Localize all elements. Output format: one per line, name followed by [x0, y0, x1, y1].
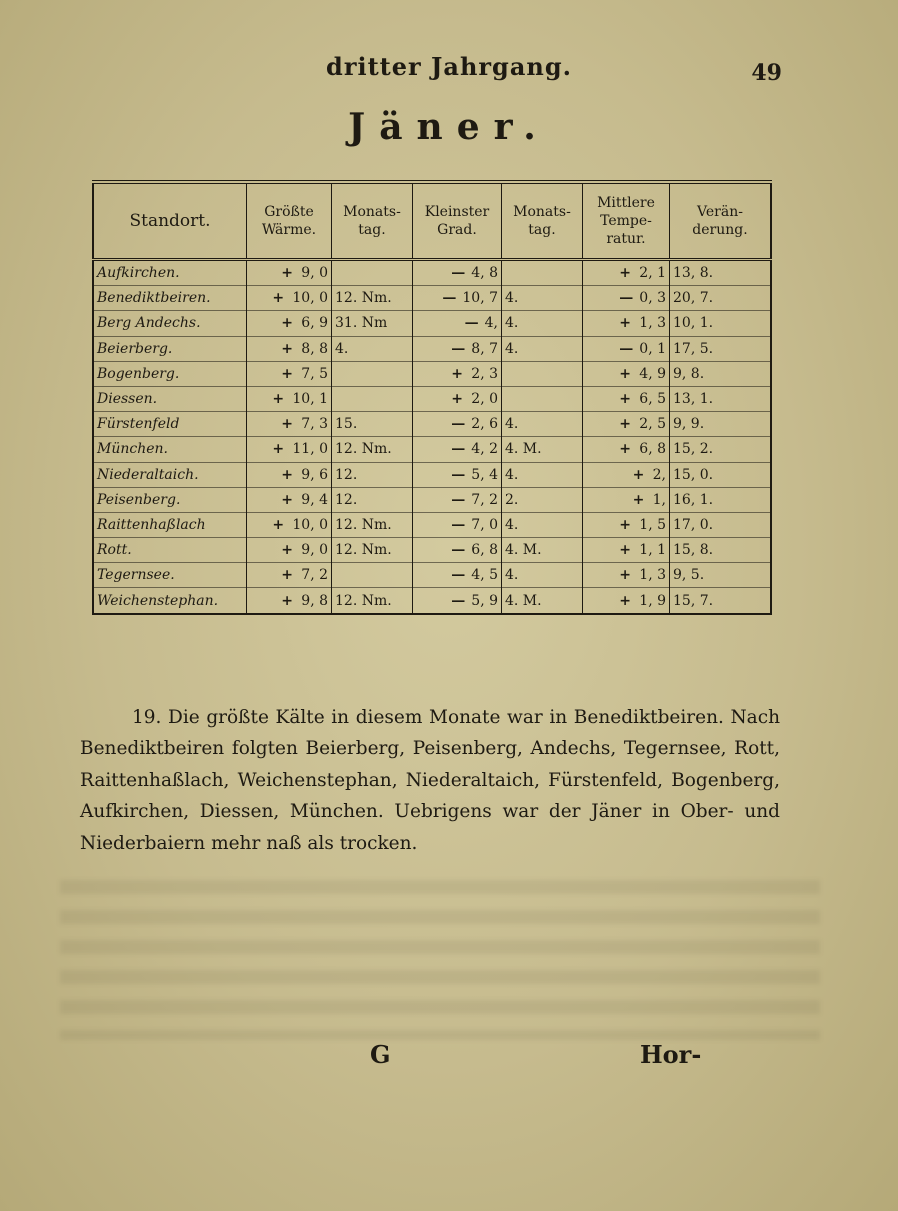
cell-min-day	[502, 286, 583, 311]
cell-min-day	[502, 412, 583, 437]
sign-mark: +	[281, 592, 294, 609]
cell-max-warmth-value: 9, 0	[301, 542, 328, 559]
sign-mark: —	[451, 592, 466, 609]
header-min-degree: Kleinster Grad.	[413, 182, 502, 260]
sign-mark: +	[281, 567, 294, 584]
cell-change	[670, 361, 772, 386]
cell-location	[93, 563, 247, 588]
cell-max-warmth-value: 7, 2	[301, 567, 328, 584]
cell-change-value: 10, 1.	[673, 315, 714, 332]
cell-max-day	[332, 336, 413, 361]
sign-mark: +	[619, 567, 632, 584]
cell-mean-temperature	[583, 311, 670, 336]
cell-location-value: Aufkirchen.	[97, 265, 180, 282]
cell-max-warmth-value: 7, 5	[301, 365, 328, 382]
cell-mean-temperature-value: 1, 3	[639, 567, 666, 584]
cell-change	[670, 487, 772, 512]
cell-change-value: 15, 2.	[673, 441, 714, 458]
cell-max-day-value: 12. Nm.	[335, 290, 392, 307]
cell-location-value: München.	[97, 441, 168, 458]
cell-max-day	[332, 386, 413, 411]
cell-change	[670, 462, 772, 487]
cell-max-warmth	[247, 286, 332, 311]
cell-max-day-value: 12. Nm.	[335, 542, 392, 559]
sign-mark: +	[281, 466, 294, 483]
cell-min-degree-value: 5, 9	[471, 592, 498, 609]
cell-max-warmth-value: 9, 0	[301, 265, 328, 282]
table-row	[93, 563, 771, 588]
cell-min-day-value: 4. M.	[505, 441, 542, 458]
cell-max-warmth	[247, 260, 332, 286]
cell-mean-temperature-value: 2, 1	[639, 265, 666, 282]
cell-min-day	[502, 386, 583, 411]
cell-location-value: Rott.	[97, 542, 132, 559]
cell-max-warmth	[247, 512, 332, 537]
cell-min-degree-value: 2, 3	[471, 365, 498, 382]
cell-max-day-value: 15.	[335, 416, 358, 433]
cell-mean-temperature	[583, 437, 670, 462]
cell-change-value: 13, 1.	[673, 391, 714, 408]
sign-mark: +	[272, 290, 285, 307]
cell-mean-temperature	[583, 361, 670, 386]
sign-mark: +	[619, 365, 632, 382]
cell-location-value: Berg Andechs.	[97, 315, 201, 332]
table-row	[93, 386, 771, 411]
cell-change	[670, 412, 772, 437]
cell-min-degree	[413, 538, 502, 563]
cell-min-day	[502, 538, 583, 563]
cell-change-value: 17, 0.	[673, 516, 714, 533]
cell-max-warmth	[247, 386, 332, 411]
cell-location	[93, 512, 247, 537]
cell-min-day-value: 4.	[505, 290, 519, 307]
cell-min-degree-value: 5, 4	[471, 466, 498, 483]
sign-mark: —	[451, 516, 466, 533]
cell-location	[93, 588, 247, 614]
cell-min-day-value: 4.	[505, 340, 519, 357]
cell-max-day	[332, 437, 413, 462]
cell-min-degree	[413, 512, 502, 537]
cell-mean-temperature	[583, 336, 670, 361]
cell-location	[93, 412, 247, 437]
table-row	[93, 336, 771, 361]
cell-location	[93, 260, 247, 286]
cell-min-day	[502, 563, 583, 588]
cell-min-day	[502, 437, 583, 462]
cell-change-value: 16, 1.	[673, 491, 714, 508]
cell-max-warmth-value: 9, 8	[301, 592, 328, 609]
cell-mean-temperature	[583, 386, 670, 411]
sign-mark: +	[451, 365, 464, 382]
sign-mark: +	[619, 542, 632, 559]
sign-mark: +	[281, 542, 294, 559]
cell-mean-temperature-value: 6, 5	[639, 391, 666, 408]
cell-max-day	[332, 311, 413, 336]
cell-min-degree	[413, 260, 502, 286]
cell-max-day-value: 31. Nm	[335, 315, 388, 332]
cell-max-day	[332, 487, 413, 512]
cell-mean-temperature	[583, 412, 670, 437]
cell-change	[670, 512, 772, 537]
cell-location-value: Beierberg.	[97, 340, 173, 357]
cell-location	[93, 361, 247, 386]
cell-location-value: Fürstenfeld	[97, 416, 180, 433]
month-title: Jäner.	[348, 106, 550, 148]
cell-max-day-value: 12.	[335, 466, 358, 483]
cell-change	[670, 311, 772, 336]
cell-min-degree-value: 8, 7	[471, 340, 498, 357]
table-row	[93, 361, 771, 386]
sign-mark: +	[281, 365, 294, 382]
cell-min-degree	[413, 588, 502, 614]
cell-mean-temperature-value: 4, 9	[639, 365, 666, 382]
table-row	[93, 588, 771, 614]
cell-location	[93, 462, 247, 487]
cell-max-warmth-value: 9, 4	[301, 491, 328, 508]
cell-max-day	[332, 462, 413, 487]
cell-min-day	[502, 487, 583, 512]
cell-mean-temperature-value: 2, 5	[639, 416, 666, 433]
cell-change-value: 17, 5.	[673, 340, 714, 357]
sign-mark: +	[619, 592, 632, 609]
cell-min-degree	[413, 462, 502, 487]
cell-min-day	[502, 361, 583, 386]
cell-min-day	[502, 336, 583, 361]
sign-mark: +	[281, 416, 294, 433]
table-row	[93, 286, 771, 311]
cell-max-warmth-value: 9, 6	[301, 466, 328, 483]
cell-max-warmth-value: 10, 1	[292, 391, 328, 408]
sign-mark: +	[281, 265, 294, 282]
cell-change-value: 9, 8.	[673, 365, 705, 382]
sign-mark: —	[442, 290, 457, 307]
cell-max-day	[332, 588, 413, 614]
cell-change	[670, 336, 772, 361]
sign-mark: +	[619, 516, 632, 533]
sign-mark: +	[272, 441, 285, 458]
cell-min-day-value: 4.	[505, 516, 519, 533]
cell-mean-temperature-value: 1,	[652, 491, 666, 508]
sign-mark: +	[281, 491, 294, 508]
header-location: Standort.	[93, 182, 247, 260]
cell-change-value: 9, 5.	[673, 567, 705, 584]
sign-mark: —	[451, 416, 466, 433]
cell-max-warmth-value: 10, 0	[292, 516, 328, 533]
cell-min-degree	[413, 386, 502, 411]
table-row	[93, 437, 771, 462]
cell-mean-temperature	[583, 538, 670, 563]
table-row	[93, 311, 771, 336]
cell-min-degree-value: 7, 0	[471, 516, 498, 533]
cell-change	[670, 538, 772, 563]
cell-max-warmth	[247, 437, 332, 462]
cell-change	[670, 260, 772, 286]
catchword: Hor-	[640, 1040, 702, 1069]
cell-min-day	[502, 588, 583, 614]
sign-mark: —	[451, 542, 466, 559]
cell-location	[93, 311, 247, 336]
cell-location	[93, 487, 247, 512]
cell-change	[670, 437, 772, 462]
header-max-day: Monats- tag.	[332, 182, 413, 260]
cell-max-day	[332, 563, 413, 588]
sign-mark: +	[619, 441, 632, 458]
cell-max-day	[332, 361, 413, 386]
cell-max-day	[332, 260, 413, 286]
cell-mean-temperature	[583, 260, 670, 286]
weather-table	[92, 180, 772, 615]
cell-location	[93, 336, 247, 361]
cell-min-day-value: 2.	[505, 491, 519, 508]
cell-change-value: 15, 0.	[673, 466, 714, 483]
table-row	[93, 462, 771, 487]
cell-max-warmth	[247, 336, 332, 361]
cell-min-degree-value: 4, 5	[471, 567, 498, 584]
cell-location-value: Diessen.	[97, 391, 158, 408]
cell-change-value: 13, 8.	[673, 265, 714, 282]
cell-location-value: Tegernsee.	[97, 567, 175, 584]
cell-min-degree	[413, 336, 502, 361]
cell-change	[670, 563, 772, 588]
cell-max-warmth-value: 8, 8	[301, 340, 328, 357]
page-number: 49	[751, 60, 782, 86]
sign-mark: +	[619, 391, 632, 408]
cell-max-warmth	[247, 462, 332, 487]
table-body	[93, 260, 771, 614]
cell-mean-temperature	[583, 563, 670, 588]
cell-mean-temperature-value: 1, 9	[639, 592, 666, 609]
table-row	[93, 260, 771, 286]
cell-min-degree-value: 10, 7	[462, 290, 498, 307]
cell-min-day-value: 4. M.	[505, 592, 542, 609]
cell-min-degree	[413, 361, 502, 386]
cell-location-value: Peisenberg.	[97, 491, 181, 508]
cell-mean-temperature-value: 2,	[652, 466, 666, 483]
sign-mark: +	[281, 340, 294, 357]
cell-mean-temperature-value: 6, 8	[639, 441, 666, 458]
cell-min-degree-value: 2, 0	[471, 391, 498, 408]
cell-location	[93, 286, 247, 311]
cell-max-warmth	[247, 361, 332, 386]
cell-min-day-value: 4.	[505, 567, 519, 584]
sign-mark: +	[619, 265, 632, 282]
cell-min-day-value: 4.	[505, 466, 519, 483]
table-row	[93, 538, 771, 563]
sign-mark: —	[619, 340, 634, 357]
cell-change-value: 15, 8.	[673, 542, 714, 559]
cell-mean-temperature	[583, 588, 670, 614]
table-row	[93, 512, 771, 537]
running-head: dritter Jahrgang.	[326, 52, 572, 81]
cell-max-day	[332, 512, 413, 537]
show-through-text	[60, 880, 820, 1040]
cell-location-value: Raittenhaßlach	[97, 516, 206, 533]
cell-max-day	[332, 286, 413, 311]
cell-change	[670, 588, 772, 614]
footnote-paragraph: 19. Die größte Kälte in diesem Monate war in Benediktbeiren. Nach Benediktbeiren folgten Beierberg, Peisenberg, Andechs, Tegernsee, Rott, Raittenhaßlach, Weichenstephan, Niederaltaich, Fürstenfeld, Bogenberg, Aufkirchen, Diessen, München. Uebrigens war der Jäner in Ober- und Niederbaiern mehr naß als trocken.	[80, 706, 780, 854]
table-row	[93, 487, 771, 512]
sign-mark: —	[464, 315, 479, 332]
cell-min-day	[502, 311, 583, 336]
cell-location	[93, 538, 247, 563]
cell-change-value: 9, 9.	[673, 416, 705, 433]
cell-max-day	[332, 412, 413, 437]
cell-max-day	[332, 538, 413, 563]
cell-mean-temperature-value: 1, 1	[639, 542, 666, 559]
cell-max-warmth	[247, 412, 332, 437]
cell-min-degree	[413, 286, 502, 311]
cell-min-degree	[413, 487, 502, 512]
sign-mark: —	[451, 441, 466, 458]
cell-location-value: Bogenberg.	[97, 365, 180, 382]
cell-mean-temperature	[583, 512, 670, 537]
sign-mark: —	[451, 567, 466, 584]
cell-min-degree-value: 7, 2	[471, 491, 498, 508]
table-row	[93, 412, 771, 437]
cell-max-warmth	[247, 588, 332, 614]
sign-mark: —	[451, 265, 466, 282]
cell-change-value: 15, 7.	[673, 592, 714, 609]
cell-min-degree	[413, 563, 502, 588]
cell-max-warmth	[247, 487, 332, 512]
sign-mark: —	[451, 466, 466, 483]
cell-mean-temperature-value: 0, 1	[639, 340, 666, 357]
cell-max-warmth-value: 6, 9	[301, 315, 328, 332]
cell-min-day	[502, 260, 583, 286]
sign-mark: +	[632, 466, 645, 483]
signature-mark: G	[370, 1040, 391, 1069]
cell-location	[93, 437, 247, 462]
sign-mark: +	[272, 391, 285, 408]
cell-min-degree-value: 4, 8	[471, 265, 498, 282]
header-max-warmth: Größte Wärme.	[247, 182, 332, 260]
cell-max-day-value: 12. Nm.	[335, 592, 392, 609]
sign-mark: +	[281, 315, 294, 332]
cell-location-value: Weichenstephan.	[97, 592, 219, 609]
cell-min-degree-value: 2, 6	[471, 416, 498, 433]
cell-min-day-value: 4.	[505, 315, 519, 332]
sign-mark: +	[619, 315, 632, 332]
cell-mean-temperature-value: 1, 5	[639, 516, 666, 533]
cell-min-day-value: 4.	[505, 416, 519, 433]
cell-max-warmth-value: 10, 0	[292, 290, 328, 307]
sign-mark: —	[619, 290, 634, 307]
sign-mark: —	[451, 491, 466, 508]
cell-max-day-value: 12.	[335, 491, 358, 508]
sign-mark: +	[632, 491, 645, 508]
cell-min-day	[502, 512, 583, 537]
cell-change-value: 20, 7.	[673, 290, 714, 307]
sign-mark: —	[451, 340, 466, 357]
cell-change	[670, 286, 772, 311]
cell-min-degree-value: 4, 2	[471, 441, 498, 458]
cell-min-degree-value: 6, 8	[471, 542, 498, 559]
cell-min-degree	[413, 311, 502, 336]
cell-min-degree	[413, 437, 502, 462]
cell-location-value: Niederaltaich.	[97, 466, 199, 483]
cell-mean-temperature	[583, 487, 670, 512]
cell-min-degree	[413, 412, 502, 437]
cell-mean-temperature	[583, 286, 670, 311]
cell-location-value: Benediktbeiren.	[97, 290, 211, 307]
cell-mean-temperature-value: 1, 3	[639, 315, 666, 332]
cell-max-day-value: 4.	[335, 340, 349, 357]
sign-mark: +	[619, 416, 632, 433]
cell-min-degree-value: 4,	[484, 315, 498, 332]
cell-mean-temperature	[583, 462, 670, 487]
cell-change	[670, 386, 772, 411]
cell-mean-temperature-value: 0, 3	[639, 290, 666, 307]
sign-mark: +	[272, 516, 285, 533]
header-min-day: Monats- tag.	[502, 182, 583, 260]
table-header-row	[93, 182, 771, 260]
cell-min-day-value: 4. M.	[505, 542, 542, 559]
cell-location	[93, 386, 247, 411]
cell-max-day-value: 12. Nm.	[335, 441, 392, 458]
cell-max-warmth-value: 11, 0	[292, 441, 328, 458]
cell-max-warmth	[247, 563, 332, 588]
sign-mark: +	[451, 391, 464, 408]
cell-min-day	[502, 462, 583, 487]
cell-max-warmth	[247, 538, 332, 563]
cell-max-day-value: 12. Nm.	[335, 516, 392, 533]
cell-max-warmth-value: 7, 3	[301, 416, 328, 433]
header-mean-temperature: Mittlere Tempe- ratur.	[583, 182, 670, 260]
header-change: Verän- derung.	[670, 182, 772, 260]
cell-max-warmth	[247, 311, 332, 336]
